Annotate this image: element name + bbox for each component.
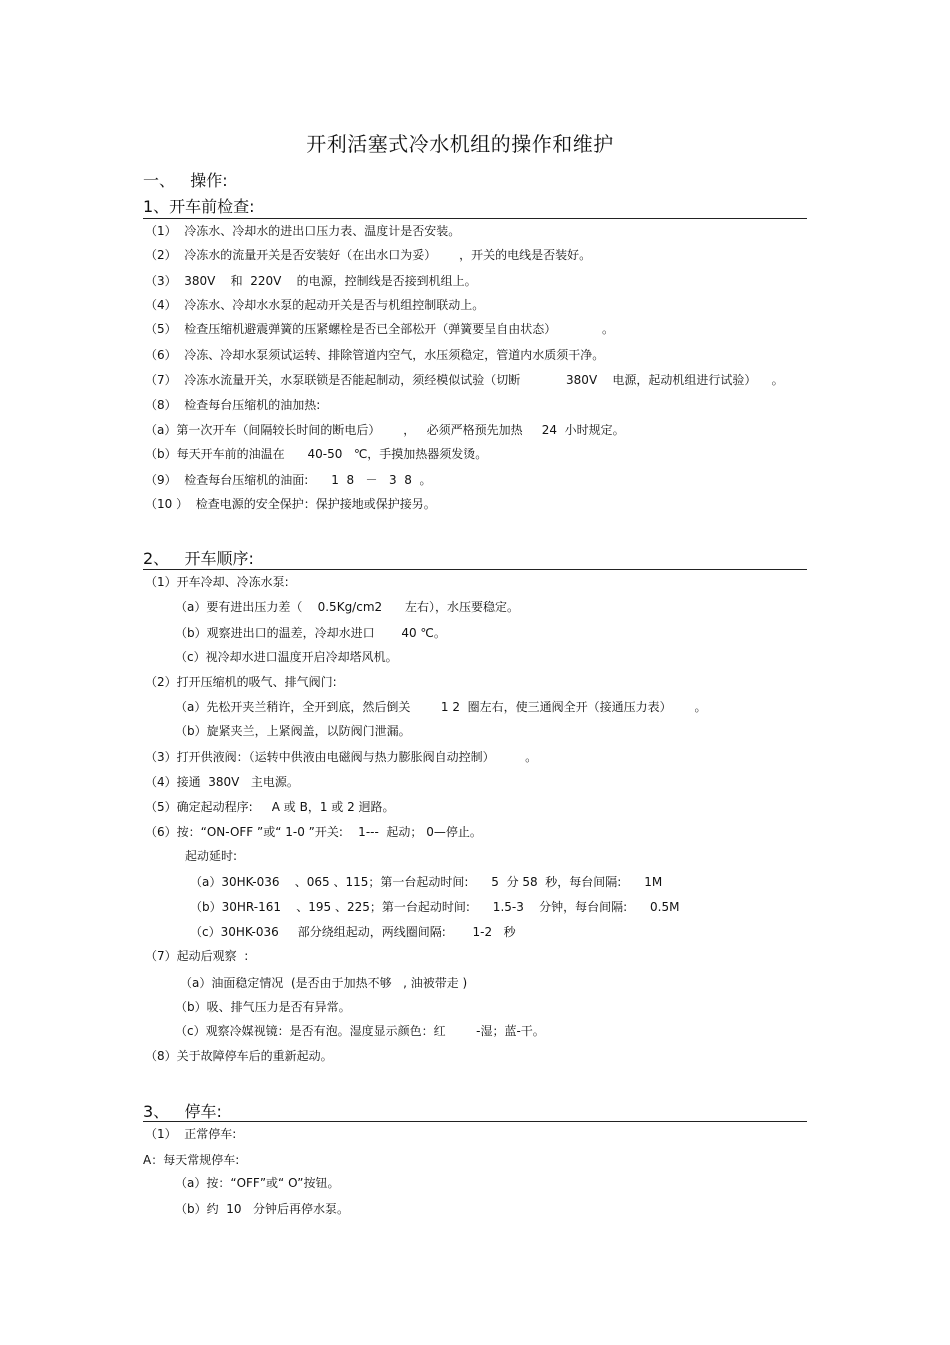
section-heading-start-sequence: 2、 开车顺序: xyxy=(143,549,254,568)
list-item: （a）第一次开车（间隔较长时间的断电后） ， 必须严格预先加热 24 小时规定。 xyxy=(145,423,625,437)
list-item: A：每天常规停车: xyxy=(143,1153,240,1167)
list-item: （7） 冷冻水流量开关，水泵联锁是否能起制动，须经模似试验（切断 380V 电源，起动机组进行试验） 。 xyxy=(145,373,784,387)
section-divider xyxy=(143,218,807,219)
list-item: 起动延时: xyxy=(185,849,238,863)
list-item: （10 ） 检查电源的安全保护：保护接地或保护接另。 xyxy=(145,497,436,511)
section-divider xyxy=(143,1121,807,1122)
list-item: （b）观察进出口的温差，冷却水进口 40 ℃。 xyxy=(175,626,446,640)
list-item: （4） 冷冻水、冷却水水泵的起动开关是否与机组控制联动上。 xyxy=(145,298,485,312)
list-item: （8）关于故障停车后的重新起动。 xyxy=(145,1049,333,1063)
list-item: （5） 检查压缩机避震弹簧的压紧螺栓是否已全部松开（弹簧要呈自由状态） 。 xyxy=(145,322,615,336)
list-item: （a）先松开夹兰稍许，全开到底，然后倒关 1 2 圈左右，使三通阀全开（接通压力表） 。 xyxy=(175,700,707,714)
list-item: （b）旋紧夹兰，上紧阀盖，以防阀门泄漏。 xyxy=(175,724,411,738)
list-item: （c）30HK-036 部分绕组起动，两线圈间隔: 1-2 秒 xyxy=(190,925,516,939)
list-item: （4）接通 380V 主电源。 xyxy=(145,775,299,789)
list-item: （c）视冷却水进口温度开启冷却塔风机。 xyxy=(175,650,398,664)
part-heading-operation: 一、 操作: xyxy=(143,171,228,190)
list-item: （9） 检查每台压缩机的油面: 1 8 － 3 8 。 xyxy=(145,473,432,487)
list-item: （a）按：“OFF”或“ O”按钮。 xyxy=(175,1176,340,1190)
list-item: （b）每天开车前的油温在 40-50 ℃，手摸加热器须发烫。 xyxy=(145,447,488,461)
list-item: （a）30HK-036 、065 、115；第一台起动时间: 5 分 58 秒，每台间隔: 1M xyxy=(190,875,663,889)
section-divider xyxy=(143,569,807,570)
list-item: （a）油面稳定情况 (是否由于加热不够 , 油被带走 ) xyxy=(180,976,468,990)
list-item: （1） 正常停车: xyxy=(145,1127,237,1141)
section-heading-shutdown: 3、 停车: xyxy=(143,1102,222,1121)
list-item: （1）开车冷却、冷冻水泵: xyxy=(145,575,289,589)
list-item: （7）起动后观察 : xyxy=(145,949,249,963)
list-item: （8） 检查每台压缩机的油加热: xyxy=(145,398,321,412)
list-item: （a）要有进出压力差（ 0.5Kg/cm2 左右），水压要稳定。 xyxy=(175,600,520,614)
list-item: （b）约 10 分钟后再停水泵。 xyxy=(175,1202,349,1216)
list-item: （6）按：“ON-OFF ”或“ 1-0 ”开关: 1--- 起动； 0—停止。 xyxy=(145,825,482,839)
section-heading-pre-start-check: 1、开车前检查: xyxy=(143,197,255,216)
list-item: （b）吸、排气压力是否有异常。 xyxy=(175,1000,351,1014)
list-item: （3） 380V 和 220V 的电源，控制线是否接到机组上。 xyxy=(145,274,477,288)
list-item: （5）确定起动程序: A 或 B，1 或 2 迥路。 xyxy=(145,800,395,814)
list-item: （c）观察冷媒视镜：是否有泡。湿度显示颜色：红 -湿；蓝-干。 xyxy=(175,1024,545,1038)
list-item: （1） 冷冻水、冷却水的进出口压力表、温度计是否安装。 xyxy=(145,224,461,238)
list-item: （b）30HR-161 、195 、225；第一台起动时间: 1.5-3 分钟，每台间隔: 0.5M xyxy=(190,900,680,914)
list-item: （6） 冷冻、冷却水泵须试运转、排除管道内空气，水压须稳定，管道内水质须干净。 xyxy=(145,348,605,362)
list-item: （3）打开供液阀：（运转中供液由电磁阀与热力膨胀阀自动控制） 。 xyxy=(145,750,538,764)
list-item: （2） 冷冻水的流量开关是否安装好（在出水口为妥） ，开关的电线是否装好。 xyxy=(145,248,592,262)
list-item: （2）打开压缩机的吸气、排气阀门: xyxy=(145,675,337,689)
document-title: 开利活塞式冷水机组的操作和维护 xyxy=(306,132,614,156)
